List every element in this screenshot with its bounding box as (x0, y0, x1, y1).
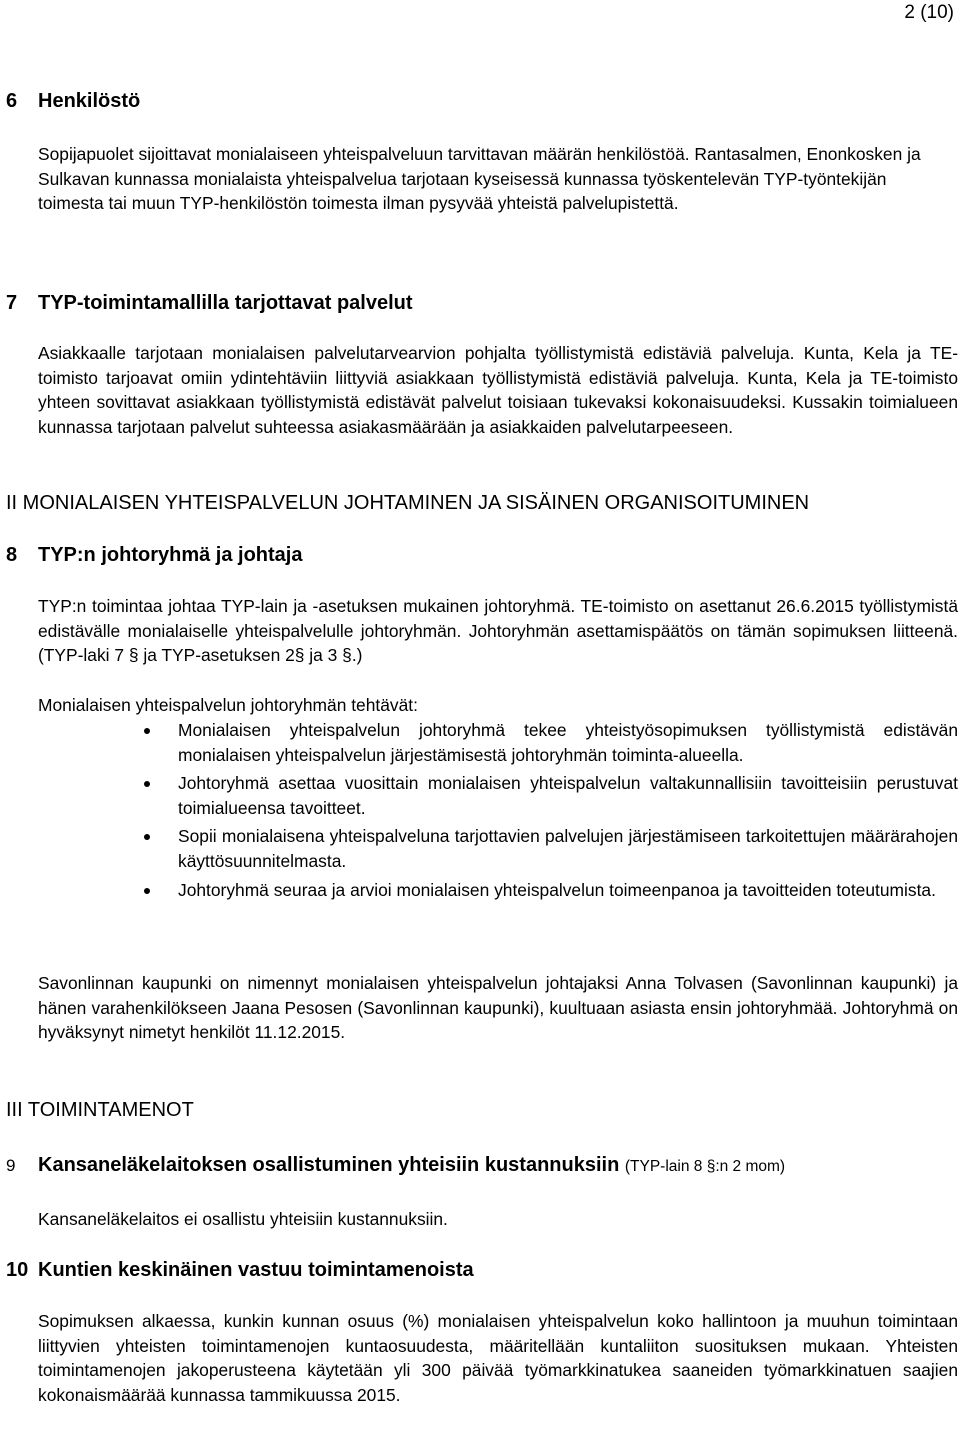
section-9-legal-reference: (TYP-lain 8 §:n 2 mom) (624, 1158, 786, 1175)
page-number: 2 (10) (904, 2, 954, 23)
section-9-number: 9 (6, 1156, 16, 1175)
task-text: Johtoryhmä asettaa vuosittain monialaisen yhteispalvelun valtakunnallisiin tavoitteisiin perustuvat toimialueensa tavoitteet. (178, 773, 958, 818)
section-6-paragraph: Sopijapuolet sijoittavat monialaiseen yhteispalveluun tarvittavan määrän henkilöstöä. Rantasalmen, Enonkosken ja Sulkavan kunnassa monialaista yhteispalvelua tarjotaan kyseisessä kunnassa työskentelevän TYP-työntekijän toimesta tai muun TYP-henkilöstön toimesta ilman pysyvää yhteistä palvelupistettä. (38, 144, 921, 214)
section-8-title: TYP:n johtoryhmä ja johtaja (38, 544, 303, 566)
list-item (38, 718, 958, 767)
section-9-title-line (38, 1152, 785, 1180)
section-10-title: Kuntien keskinäinen vastuu toimintamenoista (38, 1259, 474, 1281)
list-item (38, 771, 958, 820)
bullet-icon (144, 888, 150, 894)
section-6-title: Henkilöstö (38, 90, 141, 112)
tasks-list (38, 718, 958, 902)
section-7-title: TYP-toimintamallilla tarjottavat palvelut (38, 292, 413, 314)
section-10-number: 10 (6, 1259, 29, 1281)
bullet-icon (144, 781, 150, 787)
tasks-intro: Monialaisen yhteispalvelun johtoryhmän tehtävät: (38, 695, 418, 715)
section-7-paragraph: Asiakkaalle tarjotaan monialaisen palvelutarvearvion pohjalta työllistymistä edistäviä palveluja. Kunta, Kela ja TE-toimisto tarjoavat omiin ydintehtäviin liittyviä asiakkaan työllistymistä edistäviä palveluja. Kunta, Kela ja TE-toimisto yhteen sovittavat asiakkaan työllistymistä edistävät palvelut toisiaan tukevaksi kokonaisuudeksi. Kussakin toimialueen kunnassa tarjotaan palvelut suhteessa asiakasmäärään ja asiakkaiden palvelutarpeeseen. (38, 343, 958, 437)
part-2-title: II MONIALAISEN YHTEISPALVELUN JOHTAMINEN JA SISÄINEN ORGANISOITUMINEN (6, 492, 810, 514)
list-item (38, 824, 958, 873)
task-text: Johtoryhmä seuraa ja arvioi monialaisen yhteispalvelun toimeenpanoa ja tavoitteiden toteutumista. (178, 879, 936, 900)
task-text: Monialaisen yhteispalvelun johtoryhmä tekee yhteistyösopimuksen työllistymistä edistävän monialaisen yhteispalvelun järjestämisestä johtoryhmän toiminta-alueella. (178, 720, 958, 765)
task-text: Sopii monialaisena yhteispalveluna tarjottavien palvelujen järjestämiseen tarkoitettujen määrärahojen käyttösuunnitelmasta. (178, 826, 958, 871)
section-6-number: 6 (6, 90, 18, 112)
section-8-paragraph: TYP:n toimintaa johtaa TYP-lain ja -asetuksen mukainen johtoryhmä. TE-toimisto on asettanut 26.6.2015 työllistymistä edistävälle monialaiselle yhteispalvelulle johtoryhmän. Johtoryhmän asettamispäätös on tämän sopimuksen liitteenä. (TYP-laki 7 § ja TYP-asetuksen 2§ ja 3 §.) (38, 596, 958, 666)
bullet-icon (144, 728, 150, 734)
bullet-icon (144, 834, 150, 840)
section-8-paragraph-2: Savonlinnan kaupunki on nimennyt monialaisen yhteispalvelun johtajaksi Anna Tolvasen (Savonlinnan kaupunki) ja hänen varahenkilökseen Jaana Pesosen (Savonlinnan kaupunki), kuultuaan asiasta ensin johtoryhmää. Johtoryhmä on hyväksynyt nimetyt henkilöt 11.12.2015. (38, 973, 958, 1043)
list-item (38, 878, 958, 903)
section-8-number: 8 (6, 544, 18, 566)
part-3-title: III TOIMINTAMENOT (6, 1099, 194, 1121)
section-10-paragraph: Sopimuksen alkaessa, kunkin kunnan osuus (%) monialaisen yhteispalvelun koko hallintoon ja muuhun toimintaan liittyvien yhteisten toimintamenojen kuntaosuudesta, määritellään kuntaliiton suosituksen mukaan. Yhteisten toimintamenojen jakoperusteena käytetään yli 300 päivää työmarkkinatukea saaneiden työmarkkinatuen saajien kokonaismäärää kunnassa tammikuussa 2015. (38, 1311, 958, 1405)
section-7-number: 7 (6, 292, 18, 314)
section-9-paragraph: Kansaneläkelaitos ei osallistu yhteisiin kustannuksiin. (38, 1209, 448, 1229)
section-9-title: Kansaneläkelaitoksen osallistuminen yhteisiin kustannuksiin (38, 1154, 620, 1176)
